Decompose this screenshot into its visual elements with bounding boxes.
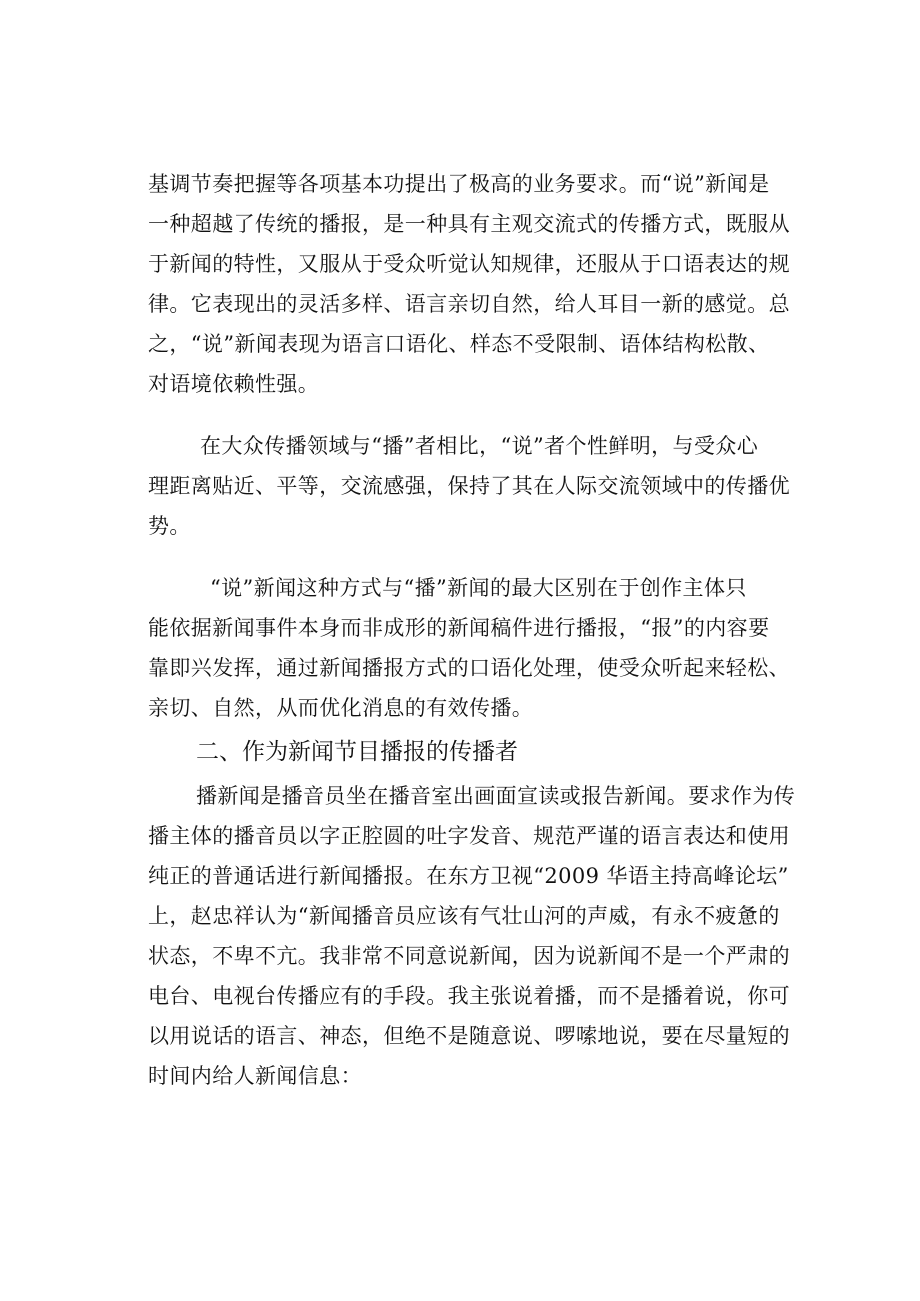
text-line: 对语境依赖性强。 bbox=[148, 372, 320, 396]
text-line: 纯正的普通话进行新闻播报。在东方卫视“2009 华语主持高峰论坛” bbox=[148, 864, 789, 888]
text-line: 基调节奏把握等各项基本功提出了极高的业务要求。而“说”新闻是 bbox=[148, 172, 770, 196]
text-line: 靠即兴发挥，通过新闻播报方式的口语化处理，使受众听起来轻松、 bbox=[148, 656, 790, 680]
text-line: 以用说话的语言、神态，但绝不是随意说、啰嗦地说，要在尽量短的 bbox=[148, 1024, 790, 1048]
text-line: 亲切、自然，从而优化消息的有效传播。 bbox=[148, 696, 534, 720]
paragraph-spacer bbox=[148, 404, 808, 426]
text-line: 一种超越了传统的播报，是一种具有主观交流式的传播方式，既服从 bbox=[148, 212, 790, 236]
text-line: 电台、电视台传播应有的手段。我主张说着播，而不是播着说，你可 bbox=[148, 984, 790, 1008]
paragraph-2 bbox=[148, 426, 808, 546]
paragraph-spacer bbox=[148, 546, 808, 568]
paragraph-4 bbox=[148, 776, 808, 1096]
text-line: 上，赵忠祥认为“新闻播音员应该有气壮山河的声威，有永不疲惫的 bbox=[148, 904, 780, 928]
text-line: 律。它表现出的灵活多样、语言亲切自然，给人耳目一新的感觉。总 bbox=[148, 292, 790, 316]
text-line: 时间内给人新闻信息： bbox=[148, 1064, 362, 1088]
text-line: 在大众传播领域与“播”者相比，“说”者个性鲜明，与受众心 bbox=[200, 434, 759, 458]
text-line: 之，“说”新闻表现为语言口语化、样态不受限制、语体结构松散、 bbox=[148, 332, 770, 356]
text-line: 状态，不卑不亢。我非常不同意说新闻，因为说新闻不是一个严肃的 bbox=[148, 944, 790, 968]
text-line: “说”新闻这种方式与“播”新闻的最大区别在于创作主体只 bbox=[210, 576, 747, 600]
text-line: 势。 bbox=[148, 514, 191, 538]
text-line: 于新闻的特性，又服从于受众听觉认知规律，还服从于口语表达的规 bbox=[148, 252, 790, 276]
section-heading: 二、作为新闻节目播报的传播者 bbox=[196, 739, 518, 765]
paragraph-3 bbox=[148, 568, 808, 728]
paragraph-1 bbox=[148, 164, 808, 404]
text-line: 能依据新闻事件本身而非成形的新闻稿件进行播报，“报”的内容要 bbox=[148, 616, 770, 640]
text-line: 理距离贴近、平等，交流感强，保持了其在人际交流领域中的传播优 bbox=[148, 474, 790, 498]
text-line: 播主体的播音员以字正腔圆的吐字发音、规范严谨的语言表达和使用 bbox=[148, 824, 790, 848]
text-line: 播新闻是播音员坐在播音室出画面宣读或报告新闻。要求作为传 bbox=[196, 784, 796, 808]
document-page bbox=[148, 164, 808, 1096]
